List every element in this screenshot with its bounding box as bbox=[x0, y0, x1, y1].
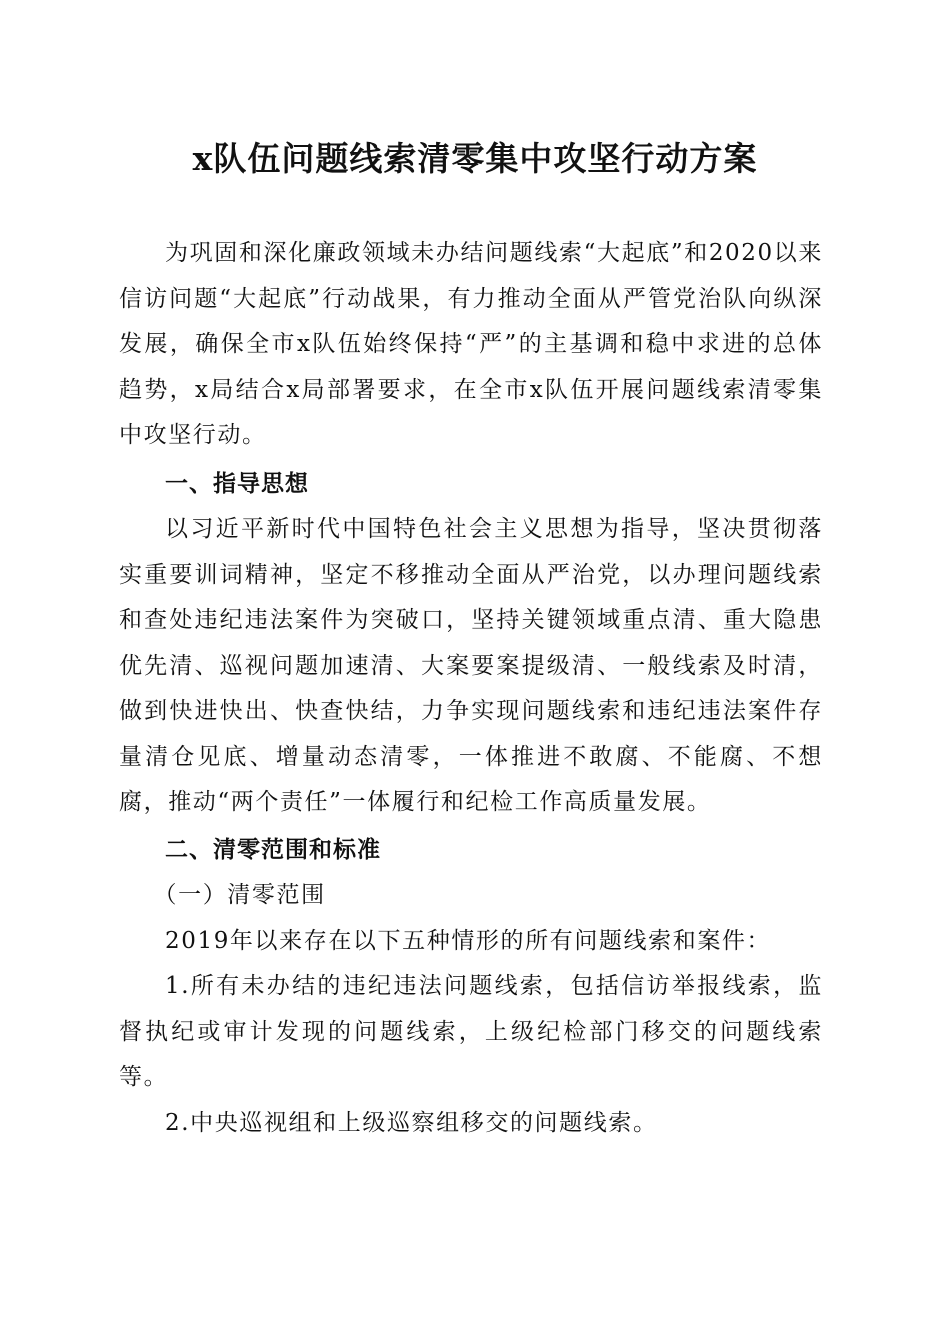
document-title: x队伍问题线索清零集中攻坚行动方案 bbox=[192, 139, 758, 178]
section-heading-scope-standard: 二、清零范围和标准 bbox=[165, 836, 381, 863]
scope-lead-paragraph: 2019年以来存在以下五种情形的所有问题线索和案件： bbox=[165, 927, 772, 954]
document-body bbox=[119, 231, 823, 1146]
intro-paragraph: 为巩固和深化廉政领域未办结问题线索“大起底”和2020以来信访问题“大起底”行动战果，有力推动全面从严管党治队向纵深发展，确保全市x队伍始终保持“严”的主基调和稳中求进的总体趋势，x局结合x局部署要求，在全市x队伍开展问题线索清零集中攻坚行动。 bbox=[119, 240, 823, 448]
subheading-scope: （一）清零范围 bbox=[153, 882, 326, 908]
guiding-thought-paragraph: 以习近平新时代中国特色社会主义思想为指导，坚决贯彻落实重要训词精神，坚定不移推动全面从严治党，以办理问题线索和查处违纪违法案件为突破口，坚持关键领域重点清、重大隐患优先清、巡视问题加速清、大案要案提级清、一般线索及时清，做到快进快出、快查快结，力争实现问题线索和违纪违法案件存量清仓见底、增量动态清零，一体推进不敢腐、不能腐、不想腐，推动“两个责任”一体履行和纪检工作高质量发展。 bbox=[119, 516, 823, 815]
section-heading-guiding-thought: 一、指导思想 bbox=[165, 470, 309, 497]
scope-item-1: 1.所有未办结的违纪违法问题线索，包括信访举报线索，监督执纪或审计发现的问题线索，上级纪检部门移交的问题线索等。 bbox=[119, 973, 823, 1090]
scope-item-2: 2.中央巡视组和上级巡察组移交的问题线索。 bbox=[165, 1109, 658, 1136]
